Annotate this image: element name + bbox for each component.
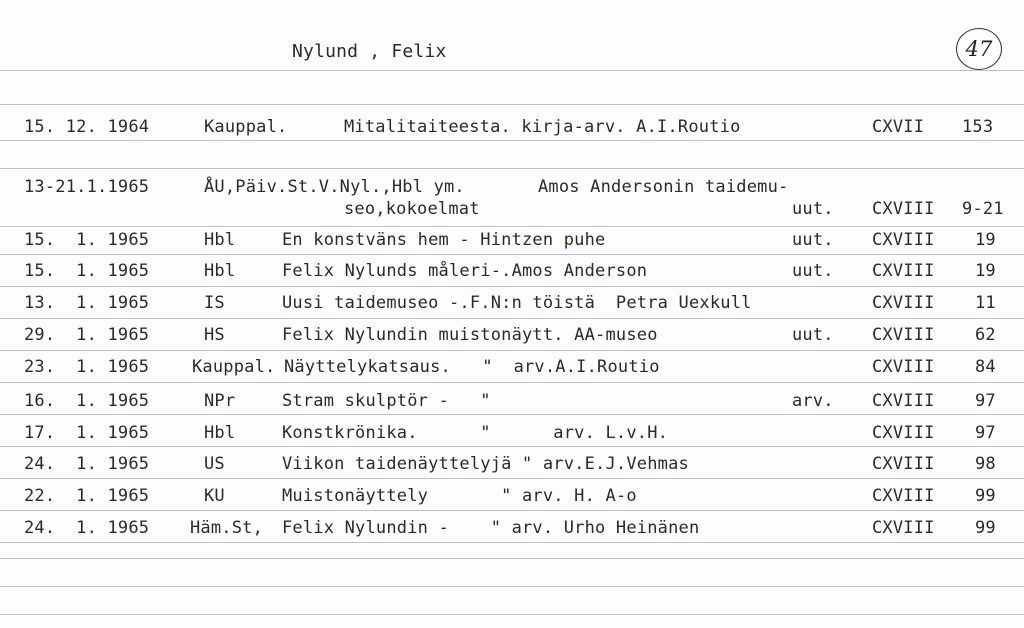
entry-volume: CXVIII [872, 293, 935, 313]
rule-line [0, 414, 1024, 415]
entry-page: 11 [975, 293, 996, 313]
entry-date: 23. 1. 1965 [24, 357, 150, 377]
rule-line [0, 318, 1024, 319]
rule-line [0, 446, 1024, 447]
entry-source: US [204, 454, 225, 474]
entry-volume: CXVIII [872, 230, 935, 250]
entry-note: uut. [792, 325, 834, 345]
entry-date: 13. 1. 1965 [24, 293, 150, 313]
entry-date: 15. 12. 1964 [24, 117, 150, 137]
rule-line [0, 510, 1024, 511]
entry-page: 98 [975, 454, 996, 474]
rule-line [0, 586, 1024, 587]
entry-date: 16. 1. 1965 [24, 391, 150, 411]
card-number: 47 [965, 37, 993, 61]
entry-page: 9-21 [962, 199, 1004, 219]
entry-page: 84 [975, 357, 996, 377]
entry-source: Kauppal. [192, 357, 276, 377]
rule-line [0, 478, 1024, 479]
rule-line [0, 70, 1024, 71]
entry-date: 24. 1. 1965 [24, 454, 150, 474]
rule-line [0, 614, 1024, 615]
entry-volume: CXVIII [872, 518, 935, 538]
entry-page: 97 [975, 423, 996, 443]
entry-note: uut. [792, 261, 834, 281]
entry-volume: CXVIII [872, 357, 935, 377]
entry-source: Hbl [204, 261, 236, 281]
entry-volume: CXVIII [872, 325, 935, 345]
entry-page: 99 [975, 518, 996, 538]
entry-page: 19 [975, 230, 996, 250]
entry-source: ÅU,Päiv.St.V.Nyl.,Hbl ym. [204, 177, 465, 197]
card-heading-name: Nylund , Felix [292, 41, 447, 62]
entry-source: HS [204, 325, 225, 345]
entry-title: Näyttelykatsaus. " arv.A.I.Routio [284, 357, 660, 377]
entry-title: Felix Nylundin - " arv. Urho Heinänen [282, 518, 700, 538]
entry-page: 19 [975, 261, 996, 281]
rule-line [0, 350, 1024, 351]
entry-page: 97 [975, 391, 996, 411]
entry-note: uut. [792, 230, 834, 250]
entry-title: Felix Nylunds måleri-.Amos Anderson [282, 261, 648, 281]
entry-note: arv. [792, 391, 834, 411]
entry-title: Mitalitaiteesta. kirja-arv. A.I.Routio [344, 117, 741, 137]
entry-source: Häm.St, [190, 518, 264, 538]
entry-title: Viikon taidenäyttelyjä " arv.E.J.Vehmas [282, 454, 689, 474]
entry-title-continued: seo,kokoelmat [344, 199, 480, 219]
entry-source: IS [204, 293, 225, 313]
entry-source: Kauppal. [204, 117, 288, 137]
entry-volume: CXVIII [872, 391, 935, 411]
entry-volume: CXVII [872, 117, 925, 137]
entry-page: 62 [975, 325, 996, 345]
rule-line [0, 168, 1024, 169]
entry-date: 13-21.1.1965 [24, 177, 150, 197]
entry-title: Konstkrönika. " arv. L.v.H. [282, 423, 669, 443]
entry-source: Hbl [204, 230, 236, 250]
entry-page: 153 [962, 117, 994, 137]
entry-volume: CXVIII [872, 423, 935, 443]
rule-line [0, 104, 1024, 105]
entry-date: 29. 1. 1965 [24, 325, 150, 345]
entry-volume: CXVIII [872, 486, 935, 506]
entry-title: Amos Andersonin taidemu- [538, 177, 789, 197]
entry-volume: CXVIII [872, 454, 935, 474]
entry-date: 15. 1. 1965 [24, 230, 150, 250]
entry-title: En konstväns hem - Hintzen puhe [282, 230, 606, 250]
entry-date: 17. 1. 1965 [24, 423, 150, 443]
card-number-circle [956, 28, 1002, 70]
entry-volume: CXVIII [872, 261, 935, 281]
entry-note: uut. [792, 199, 834, 219]
rule-line [0, 226, 1024, 227]
rule-line [0, 558, 1024, 559]
rule-line [0, 286, 1024, 287]
entry-title: Muistonäyttely " arv. H. A-o [282, 486, 637, 506]
entry-date: 15. 1. 1965 [24, 261, 150, 281]
entry-volume: CXVIII [872, 199, 935, 219]
entry-source: Hbl [204, 423, 236, 443]
entry-date: 24. 1. 1965 [24, 518, 150, 538]
rule-line [0, 254, 1024, 255]
entry-page: 99 [975, 486, 996, 506]
entry-title: Uusi taidemuseo -.F.N:n töistä Petra Uexkull [282, 293, 752, 313]
rule-line [0, 542, 1024, 543]
rule-line [0, 140, 1024, 141]
rule-line [0, 382, 1024, 383]
entry-title: Felix Nylundin muistonäytt. AA-museo [282, 325, 658, 345]
entry-title: Stram skulptör - " [282, 391, 491, 411]
entry-date: 22. 1. 1965 [24, 486, 150, 506]
entry-source: NPr [204, 391, 236, 411]
entry-source: KU [204, 486, 225, 506]
